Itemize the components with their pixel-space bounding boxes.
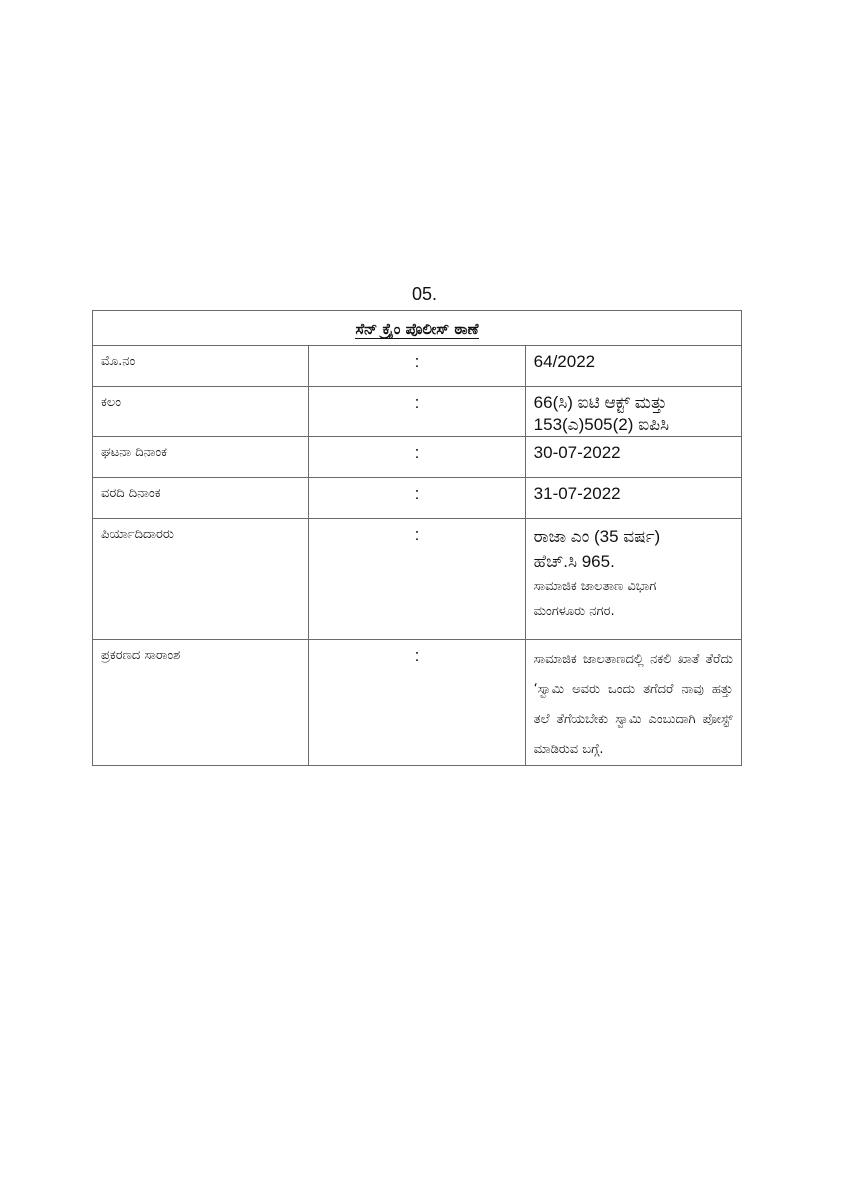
case-no-label: ಮೊ.ನಂ xyxy=(93,346,309,387)
sections-text: 66(ಸಿ) ಐಟಿ ಆಕ್ಟ್ ಮತ್ತು 153(ಎ)505(2) ಐಪಿಸಿ xyxy=(533,393,670,434)
summary-label: ಪ್ರಕರಣದ ಸಾರಾಂಶ xyxy=(93,640,309,766)
incident-date-text: 30-07-2022 xyxy=(533,443,621,462)
table-row-report-date xyxy=(93,478,742,519)
report-date-label: ವರದಿ ದಿನಾಂಕ xyxy=(93,478,309,519)
table-title-cell xyxy=(93,311,742,346)
case-no-value xyxy=(525,346,741,387)
colon-separator: : xyxy=(309,519,525,640)
complainant-city: ಮಂಗಳೂರು ನಗರ. xyxy=(533,604,615,619)
sections-label: ಕಲಂ xyxy=(93,387,309,437)
table-row-case-no xyxy=(93,346,742,387)
report-date-value xyxy=(525,478,741,519)
table-row-summary xyxy=(93,640,742,766)
colon-separator: : xyxy=(309,437,525,478)
complainant-id: ಹೆಚ್.ಸಿ 965. xyxy=(533,552,615,571)
complainant-department: ಸಾಮಾಜಿಕ ಜಾಲತಾಣ ವಿಭಾಗ xyxy=(533,579,657,594)
summary-value xyxy=(525,640,741,766)
complainant-name: ರಾಜಾ ಎಂ (35 ವರ್ಷ) xyxy=(533,527,661,546)
fir-summary-table xyxy=(92,310,742,766)
table-row-incident-date xyxy=(93,437,742,478)
colon-separator: : xyxy=(309,387,525,437)
summary-text: ಸಾಮಾಜಿಕ ಜಾಲತಾಣದಲ್ಲಿ ನಕಲಿ ಖಾತೆ ತೆರೆದು ‘ಸ್ವಾಮಿ ಅವರು ಒಂದು ತಗೆದರೆ ನಾವು ಹತ್ತು ತಲೆ ತೆಗೆಯಬೇಕು ಸ್ವಾಮಿ ಎಂಬುದಾಗಿ ಪೋಸ್ಟ್ ಮಾಡಿರುವ ಬಗ್ಗೆ. xyxy=(533,652,733,757)
case-no-text: 64/2022 xyxy=(533,352,596,371)
report-date-text: 31-07-2022 xyxy=(533,484,621,503)
colon-separator: : xyxy=(309,640,525,766)
incident-date-value xyxy=(525,437,741,478)
police-station-title: ಸೆನ್ ಕ್ರೈಂ ಪೊಲೀಸ್ ಠಾಣೆ xyxy=(355,319,479,338)
colon-separator: : xyxy=(309,346,525,387)
page-number: 05. xyxy=(411,284,438,304)
table-row-sections xyxy=(93,387,742,437)
colon-separator: : xyxy=(309,478,525,519)
sections-value xyxy=(525,387,741,437)
table-row-complainant xyxy=(93,519,742,640)
complainant-details xyxy=(525,519,741,640)
incident-date-label: ಘಟನಾ ದಿನಾಂಕ xyxy=(93,437,309,478)
complainant-label: ಪಿರ್ಯಾದಿದಾರರು xyxy=(93,519,309,640)
